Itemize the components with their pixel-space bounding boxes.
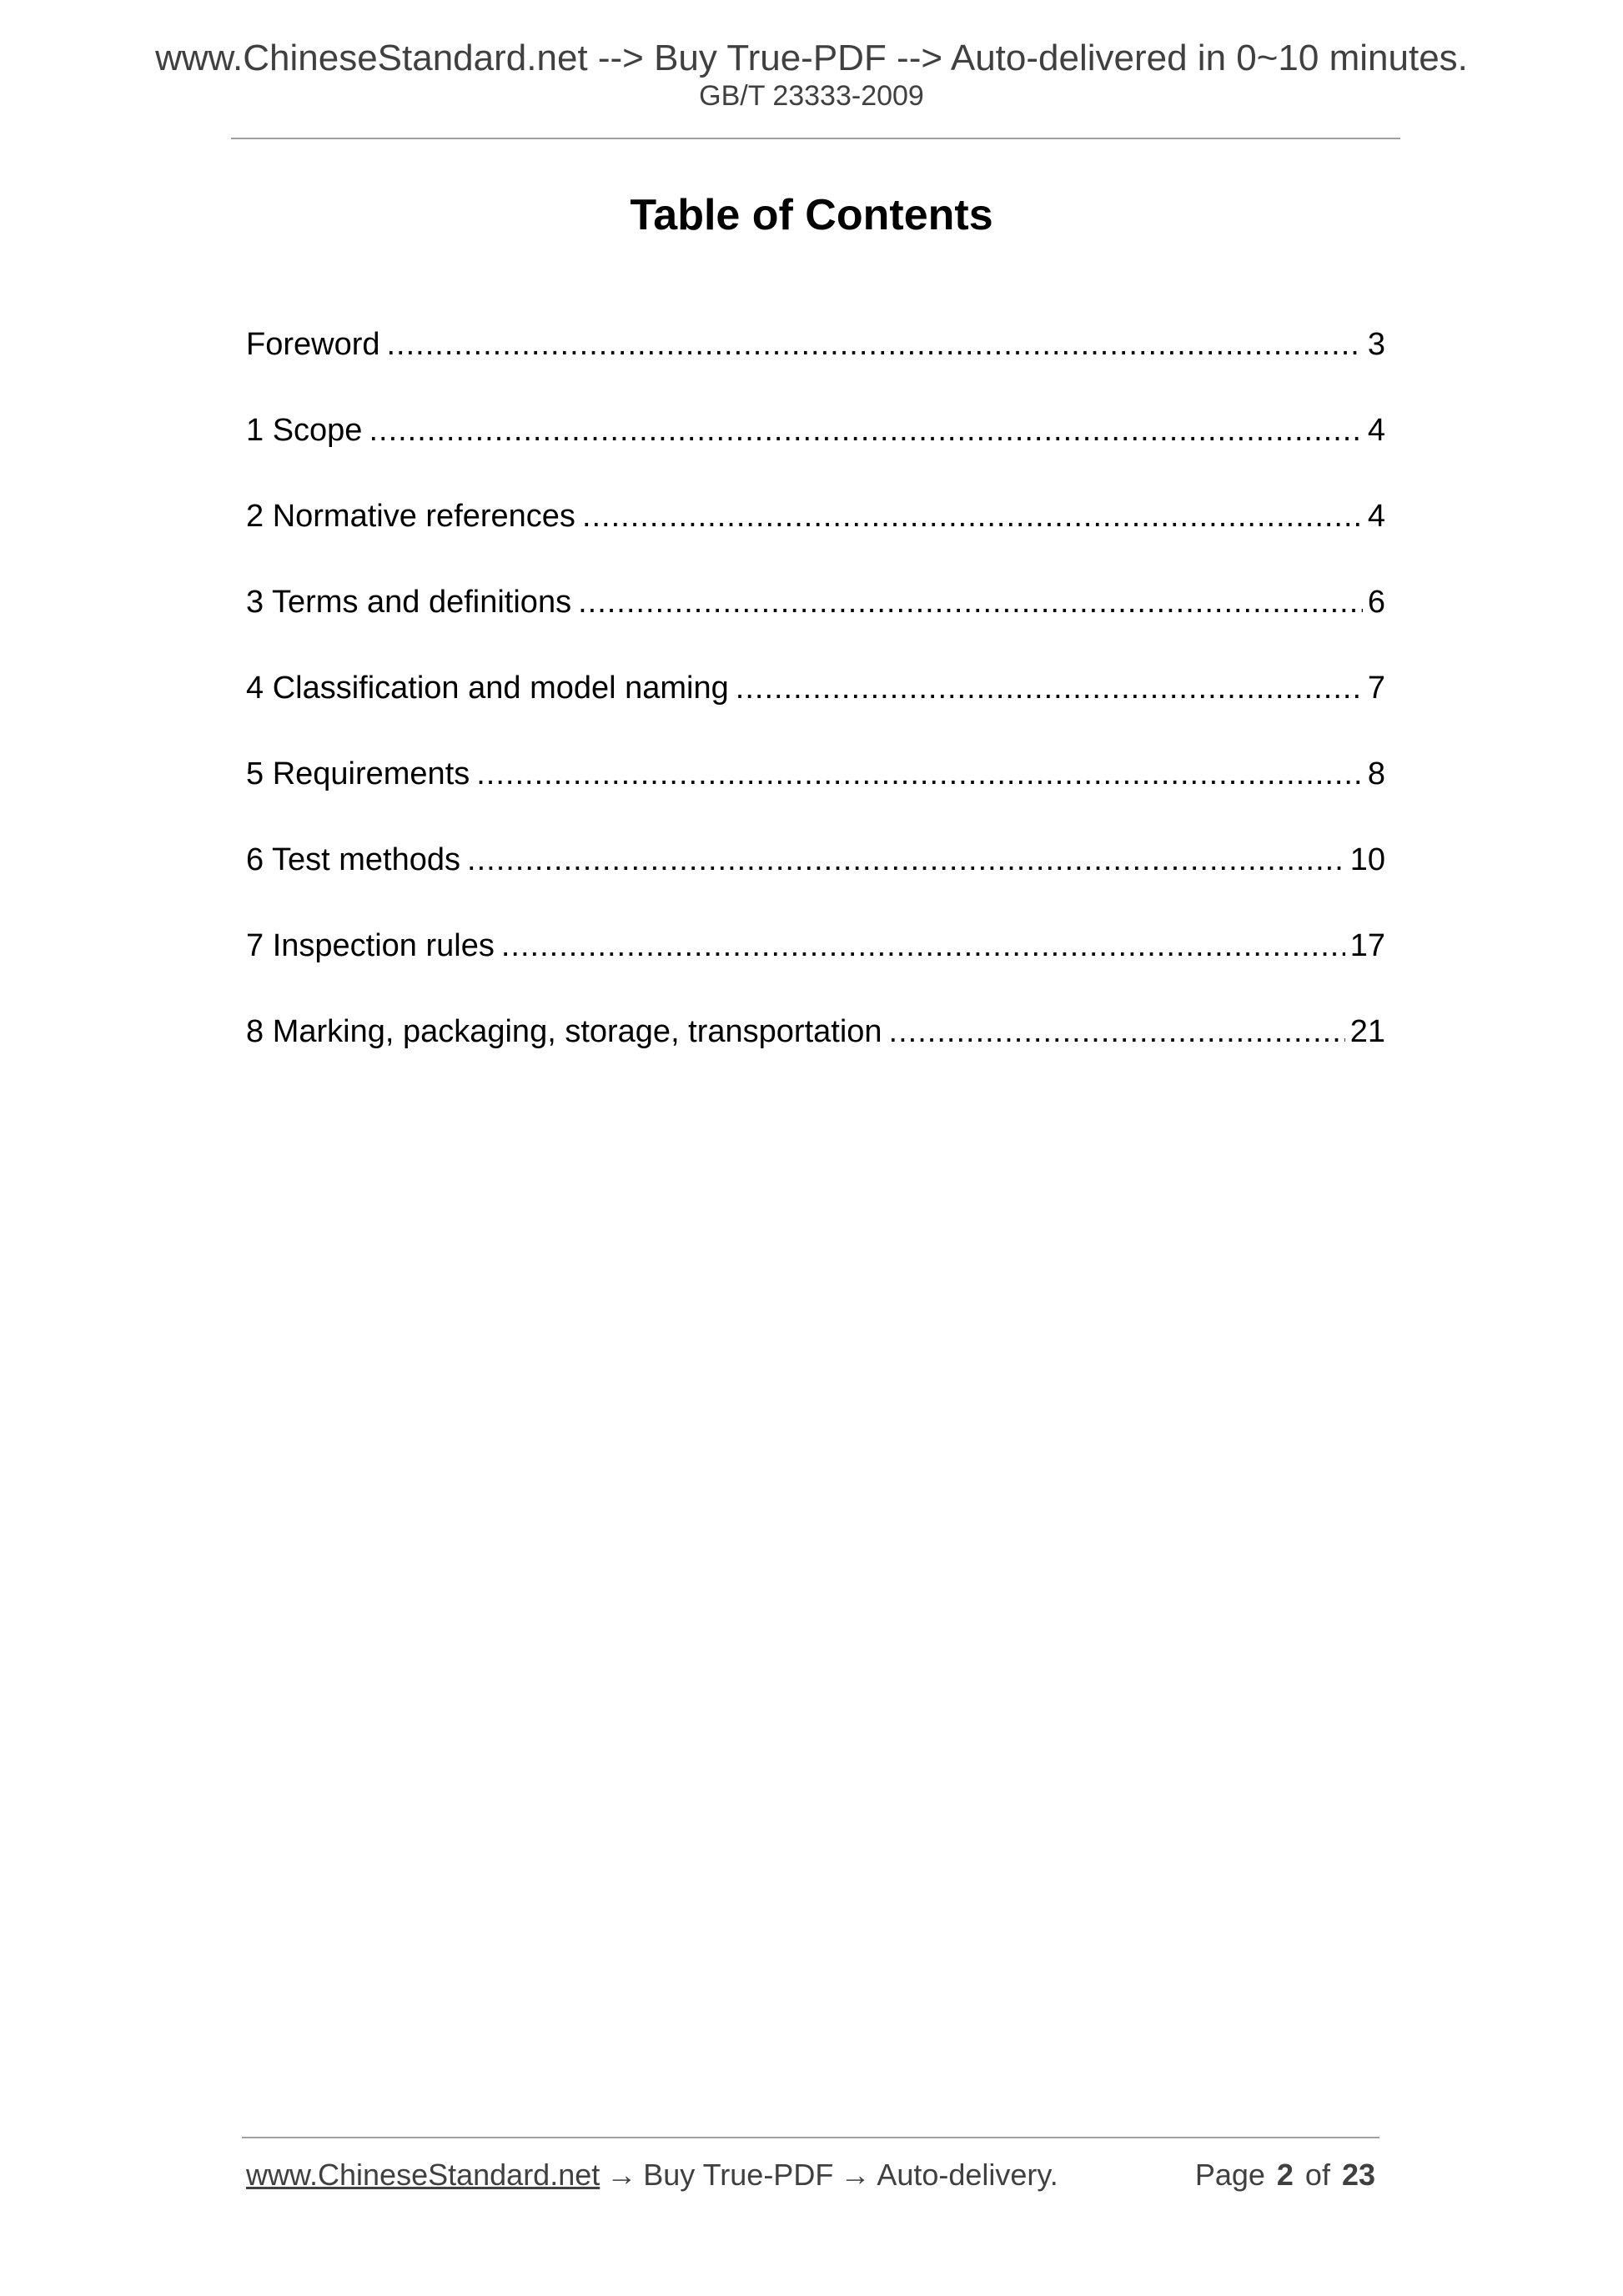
toc-dot-leader bbox=[369, 414, 1362, 446]
toc-entry-page: 21 bbox=[1349, 1014, 1385, 1049]
toc-dot-leader bbox=[736, 672, 1363, 704]
toc-entry-page: 4 bbox=[1367, 413, 1385, 448]
toc-dot-leader bbox=[582, 500, 1363, 532]
page-number bbox=[1195, 2160, 1375, 2190]
footer-site-link[interactable]: www.ChineseStandard.net bbox=[246, 2158, 600, 2192]
toc-entry-page: 7 bbox=[1367, 671, 1385, 706]
right-arrow-icon: → bbox=[606, 2158, 637, 2192]
toc-dot-leader bbox=[501, 930, 1345, 962]
of-word: of bbox=[1304, 2158, 1330, 2192]
right-arrow-icon: → bbox=[840, 2158, 871, 2192]
toc-dot-leader bbox=[467, 844, 1345, 876]
toc-dot-leader bbox=[889, 1016, 1345, 1048]
page-word: Page bbox=[1194, 2158, 1265, 2192]
toc-entry-label: 2 Normative references bbox=[246, 499, 575, 534]
toc-entry-label: 6 Test methods bbox=[246, 842, 461, 877]
document-code: GB/T 23333-2009 bbox=[699, 80, 924, 112]
toc-entry-label: 5 Requirements bbox=[246, 756, 470, 791]
toc-entry-label: 7 Inspection rules bbox=[246, 928, 495, 963]
toc-entry-label: 4 Classification and model naming bbox=[246, 671, 729, 706]
toc-entry-label: 1 Scope bbox=[246, 413, 363, 448]
toc-entry-label: 8 Marking, packaging, storage, transportation bbox=[246, 1014, 882, 1049]
toc-dot-leader bbox=[578, 586, 1363, 618]
toc-entry-terms-and-definitions[interactable] bbox=[246, 586, 1385, 672]
toc-entry-page: 10 bbox=[1349, 842, 1385, 877]
toc-entry-page: 8 bbox=[1367, 756, 1385, 791]
toc-dot-leader bbox=[476, 758, 1363, 790]
toc-title: Table of Contents bbox=[630, 191, 993, 239]
footer-delivery-text: Auto-delivery. bbox=[877, 2158, 1058, 2192]
toc-list bbox=[246, 329, 1385, 1102]
toc-entry-label: Foreword bbox=[246, 327, 380, 362]
toc-entry-page: 3 bbox=[1367, 327, 1385, 362]
toc-entry-requirements[interactable] bbox=[246, 758, 1385, 844]
toc-entry-page: 4 bbox=[1367, 499, 1385, 534]
current-page: 2 bbox=[1276, 2158, 1294, 2192]
toc-entry-test-methods[interactable] bbox=[246, 844, 1385, 930]
footer-divider bbox=[242, 2137, 1379, 2138]
footer-buy-text: Buy True-PDF bbox=[643, 2158, 834, 2192]
toc-entry-page: 17 bbox=[1349, 928, 1385, 963]
toc-entry-inspection-rules[interactable] bbox=[246, 930, 1385, 1016]
toc-entry-marking-packaging[interactable] bbox=[246, 1016, 1385, 1102]
total-pages: 23 bbox=[1341, 2158, 1375, 2192]
toc-dot-leader bbox=[387, 329, 1363, 360]
header-divider bbox=[231, 138, 1400, 139]
toc-entry-scope[interactable] bbox=[246, 414, 1385, 500]
toc-entry-page: 6 bbox=[1367, 585, 1385, 620]
header-banner: www.ChineseStandard.net --> Buy True-PDF --> Auto-delivered in 0~10 minutes. bbox=[155, 38, 1468, 78]
footer-promo bbox=[246, 2160, 1058, 2190]
toc-entry-foreword[interactable] bbox=[246, 329, 1385, 414]
toc-entry-label: 3 Terms and definitions bbox=[246, 585, 572, 620]
toc-entry-classification[interactable] bbox=[246, 672, 1385, 758]
toc-entry-normative-references[interactable] bbox=[246, 500, 1385, 586]
